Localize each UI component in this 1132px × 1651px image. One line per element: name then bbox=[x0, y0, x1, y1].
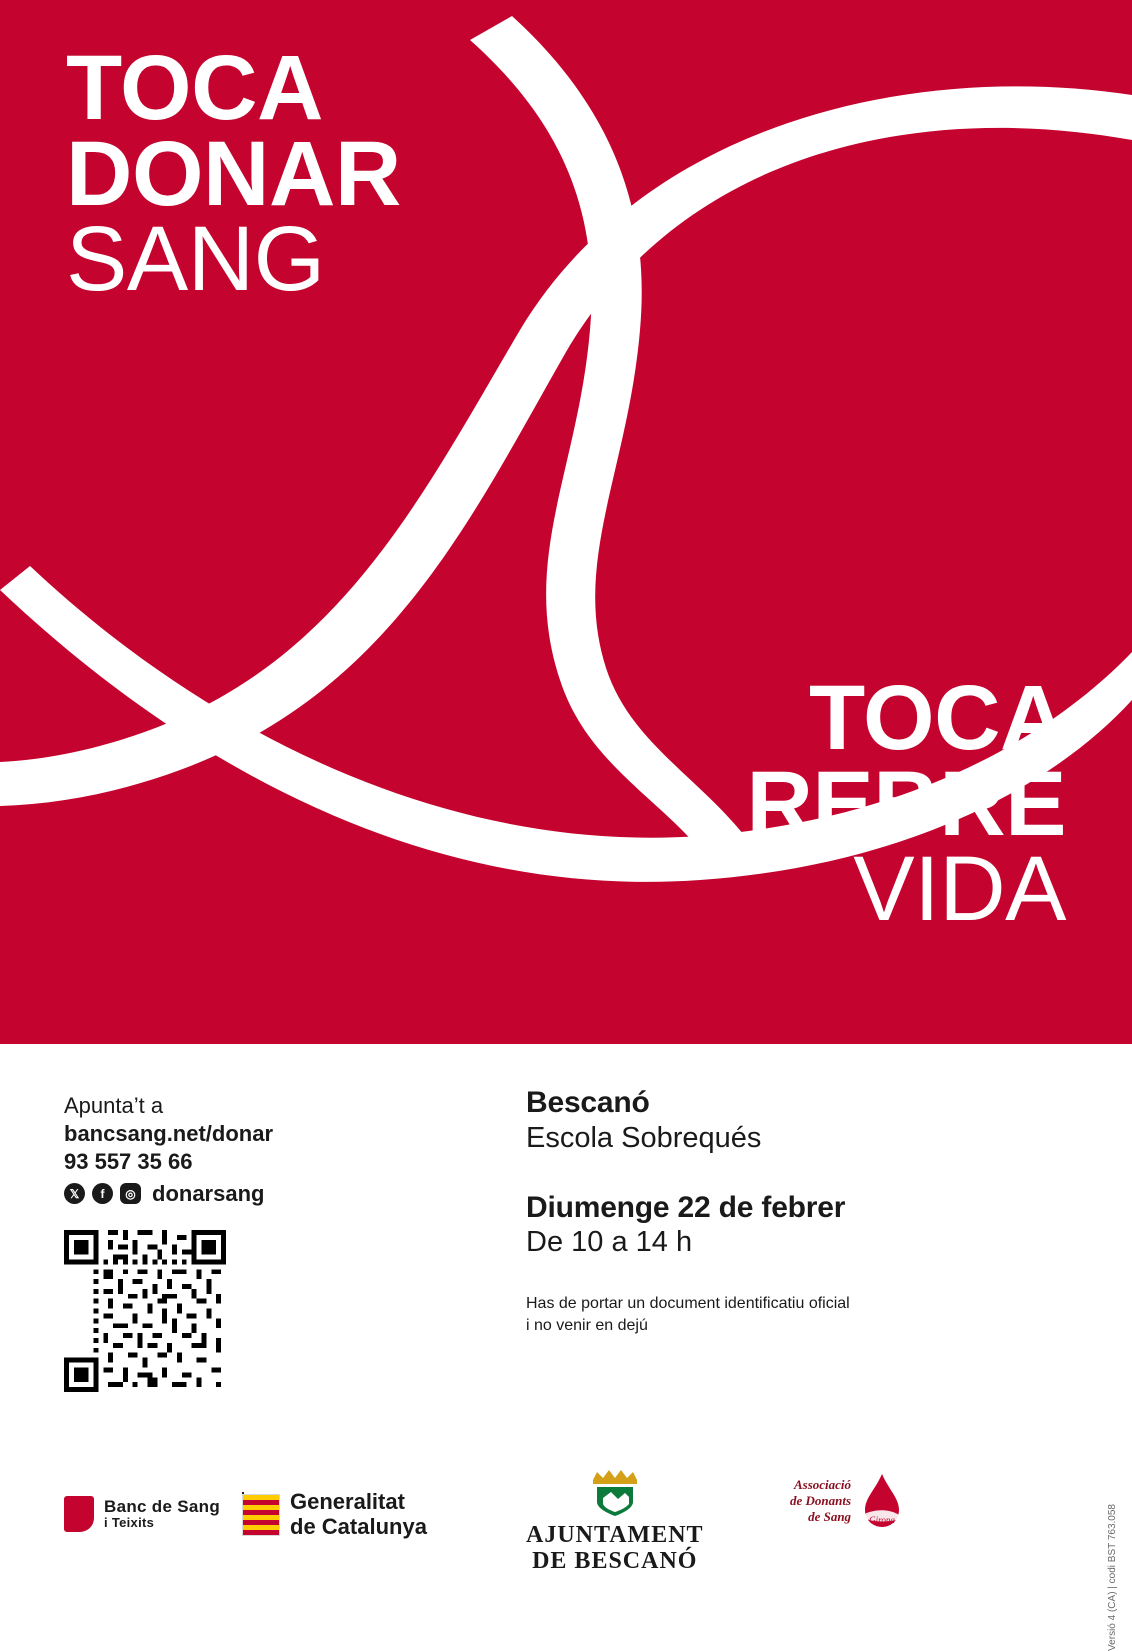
signup-website[interactable]: bancsang.net/donar bbox=[64, 1120, 274, 1146]
hero-left-line-2: DONAR bbox=[66, 122, 401, 225]
hero-right-line-1: TOCA bbox=[809, 667, 1066, 769]
ajuntament-line-2: DE BESCANÓ bbox=[532, 1548, 698, 1575]
event-town: Bescanó bbox=[526, 1086, 650, 1119]
social-handle: donarsang bbox=[152, 1180, 265, 1206]
gencat-line-1: Generalitat bbox=[290, 1489, 405, 1514]
gencat-line-2: de Catalunya bbox=[290, 1513, 427, 1539]
event-requirements bbox=[526, 1293, 1046, 1336]
signup-phone[interactable]: 93 557 35 66 bbox=[64, 1148, 193, 1174]
poster-info-panel bbox=[0, 1044, 1132, 1651]
event-date: Diumenge 22 de febrer bbox=[526, 1191, 846, 1224]
social-row bbox=[64, 1181, 394, 1207]
facebook-icon[interactable]: f bbox=[92, 1183, 113, 1204]
hero-right-line-2: REBRE bbox=[746, 752, 1066, 855]
version-code: Versió 4 (CA) | codi BST 763.058 bbox=[1107, 1504, 1118, 1651]
event-details bbox=[526, 1086, 1046, 1336]
logo-banc-de-sang-i-teixits bbox=[64, 1492, 244, 1536]
logo-associacio-donants-de-sang bbox=[790, 1472, 905, 1530]
donants-line-2: de Donants bbox=[790, 1492, 852, 1508]
logo-ajuntament-de-bescano bbox=[526, 1466, 704, 1575]
hero-right-line-3: VIDA bbox=[853, 838, 1066, 941]
event-note-line-2: i no venir en dejú bbox=[526, 1316, 648, 1334]
signup-lead-text: Apunta’t a bbox=[64, 1093, 164, 1118]
hero-left-line-3: SANG bbox=[66, 208, 325, 311]
donants-line-1: Associació bbox=[793, 1476, 852, 1492]
signup-block bbox=[64, 1092, 394, 1207]
event-time: De 10 a 14 h bbox=[526, 1226, 693, 1258]
bst-line-2: i Teixits bbox=[104, 1515, 155, 1531]
senyera-flag-icon bbox=[242, 1494, 280, 1536]
hero-left-line-1: TOCA bbox=[66, 37, 323, 139]
donants-line-4: Girona bbox=[869, 1515, 895, 1525]
event-note-line-1: Has de portar un document identificatiu oficial bbox=[526, 1295, 850, 1312]
qr-code[interactable] bbox=[64, 1230, 226, 1392]
logo-generalitat-de-catalunya bbox=[242, 1490, 427, 1539]
hero-headline-left bbox=[66, 37, 401, 311]
instagram-icon[interactable]: ◎ bbox=[120, 1183, 141, 1204]
town-crest-icon bbox=[587, 1466, 643, 1518]
footer-logos bbox=[0, 1444, 1132, 1584]
bst-line-1: Banc de Sang bbox=[104, 1496, 221, 1516]
blood-drop-icon bbox=[64, 1496, 94, 1532]
event-venue: Escola Sobrequés bbox=[526, 1122, 762, 1154]
blood-drop-icon bbox=[859, 1472, 905, 1530]
x-twitter-icon[interactable]: 𝕏 bbox=[64, 1183, 85, 1204]
donants-line-3: de Sang bbox=[808, 1509, 852, 1525]
hero-headline-right bbox=[746, 667, 1066, 941]
ajuntament-line-1: AJUNTAMENT bbox=[526, 1522, 704, 1548]
